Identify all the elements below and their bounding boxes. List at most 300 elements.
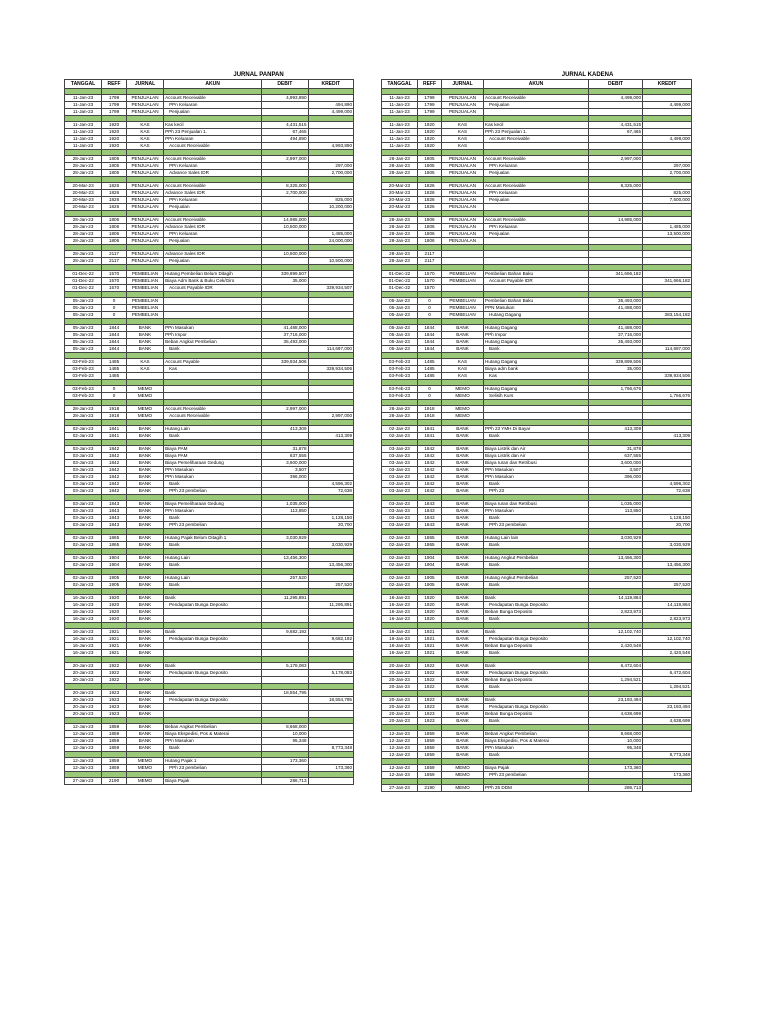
tanggal-cell[interactable]: 28-Jan-23: [382, 156, 418, 163]
kredit-cell[interactable]: 1,294,521: [643, 684, 692, 691]
reff-cell[interactable]: 1805: [102, 163, 127, 170]
jurnal-cell[interactable]: KAS: [442, 359, 484, 366]
reff-cell[interactable]: 1843: [418, 515, 442, 522]
kredit-cell[interactable]: 413,309: [308, 433, 353, 440]
akun-cell[interactable]: [164, 704, 262, 711]
akun-cell[interactable]: PPn Masukan: [164, 508, 262, 515]
kredit-cell[interactable]: 2,700,000: [643, 170, 692, 177]
jurnal-cell[interactable]: PENJUALAN: [126, 95, 163, 102]
jurnal-cell[interactable]: BANK: [442, 508, 484, 515]
jurnal-cell[interactable]: PENJUALAN: [442, 170, 484, 177]
kredit-cell[interactable]: 383,154,182: [643, 312, 692, 319]
kredit-cell[interactable]: 4,499,000: [308, 109, 353, 116]
tanggal-cell[interactable]: 20-Jan-23: [65, 677, 102, 684]
tanggal-cell[interactable]: 03-Jan-23: [65, 474, 102, 481]
jurnal-cell[interactable]: PEMBELIAN: [126, 285, 163, 292]
reff-cell[interactable]: 1921: [102, 629, 127, 636]
debit-cell[interactable]: [262, 711, 308, 718]
kredit-cell[interactable]: [643, 305, 692, 312]
tanggal-cell[interactable]: 12-Jan-23: [382, 731, 418, 738]
tanggal-cell[interactable]: 28-Jan-23: [65, 413, 102, 420]
debit-cell[interactable]: [262, 670, 308, 677]
kredit-cell[interactable]: [643, 258, 692, 265]
tanggal-cell[interactable]: 28-Jan-23: [65, 217, 102, 224]
tanggal-cell[interactable]: 02-Jan-23: [65, 542, 102, 549]
tanggal-cell[interactable]: 01-Dec-22: [65, 278, 102, 285]
tanggal-cell[interactable]: 16-Jan-23: [65, 616, 102, 623]
akun-cell[interactable]: Hutang Angkut Pembelian: [484, 575, 589, 582]
jurnal-cell[interactable]: BANK: [442, 609, 484, 616]
reff-cell[interactable]: 1859: [102, 745, 127, 752]
reff-cell[interactable]: 1859: [102, 758, 127, 765]
tanggal-cell[interactable]: 02-Jan-23: [382, 575, 418, 582]
jurnal-cell[interactable]: PENJUALAN: [442, 190, 484, 197]
debit-cell[interactable]: 396,000: [262, 474, 308, 481]
reff-cell[interactable]: 1843: [102, 515, 127, 522]
debit-cell[interactable]: 35,000: [589, 366, 643, 373]
debit-cell[interactable]: [589, 406, 643, 413]
reff-cell[interactable]: 1920: [102, 143, 127, 150]
kredit-cell[interactable]: [643, 446, 692, 453]
akun-cell[interactable]: [164, 373, 262, 380]
reff-cell[interactable]: 1806: [418, 231, 442, 238]
tanggal-cell[interactable]: 03-Jan-23: [65, 446, 102, 453]
tanggal-cell[interactable]: 20-Jan-23: [382, 711, 418, 718]
debit-cell[interactable]: [589, 670, 643, 677]
tanggal-cell[interactable]: 28-Jan-23: [65, 406, 102, 413]
jurnal-cell[interactable]: BANK: [126, 602, 163, 609]
jurnal-cell[interactable]: BANK: [442, 325, 484, 332]
debit-cell[interactable]: 4,431,515: [262, 122, 308, 129]
debit-cell[interactable]: [262, 765, 308, 772]
tanggal-cell[interactable]: 16-Jan-23: [382, 636, 418, 643]
debit-cell[interactable]: 37,716,000: [589, 332, 643, 339]
kredit-cell[interactable]: 20,700: [643, 522, 692, 529]
tanggal-cell[interactable]: 28-Jan-23: [65, 258, 102, 265]
tanggal-cell[interactable]: 03-Jan-23: [382, 488, 418, 495]
debit-cell[interactable]: 2,823,973: [589, 609, 643, 616]
akun-cell[interactable]: Bank: [484, 663, 589, 670]
akun-cell[interactable]: Bank: [164, 595, 262, 602]
akun-cell[interactable]: Bank: [164, 542, 262, 549]
kredit-cell[interactable]: 825,000: [308, 197, 353, 204]
jurnal-cell[interactable]: BANK: [442, 542, 484, 549]
tanggal-cell[interactable]: 16-Jan-23: [382, 602, 418, 609]
akun-cell[interactable]: Beban Angkut Pembelian: [484, 731, 589, 738]
kredit-cell[interactable]: [308, 156, 353, 163]
debit-cell[interactable]: 257,520: [589, 575, 643, 582]
debit-cell[interactable]: 1,035,000: [589, 501, 643, 508]
akun-cell[interactable]: Pendapatan Bunga Deposito: [164, 636, 262, 643]
jurnal-cell[interactable]: BANK: [442, 738, 484, 745]
akun-cell[interactable]: PPn Masukan: [164, 474, 262, 481]
kredit-cell[interactable]: 2,700,000: [308, 170, 353, 177]
tanggal-cell[interactable]: 16-Jan-23: [382, 629, 418, 636]
jurnal-cell[interactable]: BANK: [442, 663, 484, 670]
jurnal-cell[interactable]: BANK: [442, 711, 484, 718]
debit-cell[interactable]: [589, 542, 643, 549]
jurnal-cell[interactable]: BANK: [442, 731, 484, 738]
reff-cell[interactable]: 2117: [418, 251, 442, 258]
debit-cell[interactable]: [589, 163, 643, 170]
jurnal-cell[interactable]: BANK: [126, 731, 163, 738]
reff-cell[interactable]: 1904: [102, 555, 127, 562]
kredit-cell[interactable]: 11,295,891: [308, 602, 353, 609]
akun-cell[interactable]: Bank: [484, 697, 589, 704]
akun-cell[interactable]: PPh 23 pembelian: [164, 488, 262, 495]
akun-cell[interactable]: Pendapatan Bunga Deposito: [484, 602, 589, 609]
akun-cell[interactable]: Biaya Ekspedisi, Pos & Materai: [164, 731, 262, 738]
jurnal-cell[interactable]: BANK: [126, 663, 163, 670]
debit-cell[interactable]: [589, 413, 643, 420]
kredit-cell[interactable]: 20,700: [308, 522, 353, 529]
kredit-cell[interactable]: [643, 738, 692, 745]
debit-cell[interactable]: [262, 677, 308, 684]
tanggal-cell[interactable]: 12-Jan-23: [382, 772, 418, 779]
kredit-cell[interactable]: [308, 758, 353, 765]
tanggal-cell[interactable]: 16-Jan-23: [65, 595, 102, 602]
debit-cell[interactable]: [589, 684, 643, 691]
debit-cell[interactable]: [262, 481, 308, 488]
reff-cell[interactable]: 1844: [418, 339, 442, 346]
tanggal-cell[interactable]: 28-Jan-23: [65, 224, 102, 231]
akun-cell[interactable]: [164, 609, 262, 616]
kredit-cell[interactable]: 13,456,300: [308, 562, 353, 569]
tanggal-cell[interactable]: 05-Jan-23: [65, 332, 102, 339]
tanggal-cell[interactable]: 03-Feb-23: [65, 386, 102, 393]
reff-cell[interactable]: 1805: [102, 170, 127, 177]
reff-cell[interactable]: 1485: [418, 366, 442, 373]
reff-cell[interactable]: 1859: [102, 738, 127, 745]
debit-cell[interactable]: [589, 704, 643, 711]
tanggal-cell[interactable]: 16-Jan-23: [65, 650, 102, 657]
akun-cell[interactable]: Bank: [484, 582, 589, 589]
kredit-cell[interactable]: 3,030,929: [308, 542, 353, 549]
jurnal-cell[interactable]: PEMBELIAN: [126, 312, 163, 319]
jurnal-cell[interactable]: [126, 373, 163, 380]
reff-cell[interactable]: 0: [102, 393, 127, 400]
tanggal-cell[interactable]: 20-Jan-23: [65, 697, 102, 704]
reff-cell[interactable]: 1844: [102, 332, 127, 339]
tanggal-cell[interactable]: 03-Jan-23: [65, 453, 102, 460]
debit-cell[interactable]: 637,555: [262, 453, 308, 460]
jurnal-cell[interactable]: [442, 285, 484, 292]
debit-cell[interactable]: [262, 433, 308, 440]
tanggal-cell[interactable]: 05-Jan-23: [382, 298, 418, 305]
tanggal-cell[interactable]: 03-Jan-23: [382, 515, 418, 522]
debit-cell[interactable]: [262, 704, 308, 711]
reff-cell[interactable]: 1922: [102, 663, 127, 670]
akun-cell[interactable]: [164, 298, 262, 305]
akun-cell[interactable]: [484, 251, 589, 258]
akun-cell[interactable]: Bank: [484, 346, 589, 353]
jurnal-cell[interactable]: MEMO: [442, 406, 484, 413]
kredit-cell[interactable]: [643, 406, 692, 413]
kredit-cell[interactable]: 72,638: [643, 488, 692, 495]
reff-cell[interactable]: 1843: [418, 508, 442, 515]
reff-cell[interactable]: 1920: [418, 602, 442, 609]
akun-cell[interactable]: [484, 285, 589, 292]
jurnal-cell[interactable]: BANK: [126, 650, 163, 657]
jurnal-cell[interactable]: PENJUALAN: [126, 109, 163, 116]
jurnal-cell[interactable]: BANK: [442, 453, 484, 460]
tanggal-cell[interactable]: 16-Jan-23: [382, 595, 418, 602]
tanggal-cell[interactable]: 03-Jan-23: [65, 488, 102, 495]
jurnal-cell[interactable]: BANK: [126, 467, 163, 474]
debit-cell[interactable]: 413,309: [589, 426, 643, 433]
tanggal-cell[interactable]: 11-Jan-23: [382, 109, 418, 116]
tanggal-cell[interactable]: 16-Jan-23: [65, 636, 102, 643]
akun-cell[interactable]: Bank: [484, 481, 589, 488]
jurnal-cell[interactable]: BANK: [126, 446, 163, 453]
reff-cell[interactable]: 1485: [102, 366, 127, 373]
debit-cell[interactable]: 3,600,000: [589, 460, 643, 467]
akun-cell[interactable]: Hutang Dagang: [484, 386, 589, 393]
debit-cell[interactable]: [589, 602, 643, 609]
tanggal-cell[interactable]: 20-Jan-23: [65, 670, 102, 677]
debit-cell[interactable]: 95,348: [589, 745, 643, 752]
tanggal-cell[interactable]: 03-Feb-23: [65, 373, 102, 380]
debit-cell[interactable]: [262, 562, 308, 569]
jurnal-cell[interactable]: BANK: [442, 575, 484, 582]
kredit-cell[interactable]: [643, 359, 692, 366]
akun-cell[interactable]: Penjualan: [164, 238, 262, 245]
akun-cell[interactable]: Pendapatan Bunga Deposito: [484, 670, 589, 677]
reff-cell[interactable]: 0: [418, 305, 442, 312]
reff-cell[interactable]: 1905: [418, 575, 442, 582]
tanggal-cell[interactable]: 28-Jan-23: [65, 170, 102, 177]
reff-cell[interactable]: 2190: [102, 778, 127, 785]
tanggal-cell[interactable]: 02-Jan-23: [382, 433, 418, 440]
debit-cell[interactable]: 12,102,740: [589, 629, 643, 636]
jurnal-cell[interactable]: PENJUALAN: [442, 95, 484, 102]
jurnal-cell[interactable]: BANK: [126, 738, 163, 745]
akun-cell[interactable]: Kas: [484, 373, 589, 380]
akun-cell[interactable]: Hutang Dagang: [484, 359, 589, 366]
reff-cell[interactable]: 1859: [418, 752, 442, 759]
reff-cell[interactable]: 1844: [102, 339, 127, 346]
akun-cell[interactable]: Pendapatan Bunga Deposito: [164, 602, 262, 609]
kredit-cell[interactable]: 4,499,000: [643, 102, 692, 109]
kredit-cell[interactable]: [643, 386, 692, 393]
reff-cell[interactable]: 1842: [418, 453, 442, 460]
kredit-cell[interactable]: [643, 251, 692, 258]
reff-cell[interactable]: 1805: [102, 156, 127, 163]
reff-cell[interactable]: 1859: [418, 772, 442, 779]
reff-cell[interactable]: 1921: [418, 650, 442, 657]
akun-cell[interactable]: Pendapatan Bunga Deposito: [164, 697, 262, 704]
tanggal-cell[interactable]: 05-Jan-23: [382, 325, 418, 332]
reff-cell[interactable]: 1859: [418, 731, 442, 738]
kredit-cell[interactable]: [643, 711, 692, 718]
tanggal-cell[interactable]: 28-Jan-23: [65, 163, 102, 170]
akun-cell[interactable]: Bank: [164, 690, 262, 697]
reff-cell[interactable]: 1923: [102, 690, 127, 697]
tanggal-cell[interactable]: 03-Jan-23: [65, 467, 102, 474]
tanggal-cell[interactable]: 03-Jan-23: [382, 481, 418, 488]
debit-cell[interactable]: [262, 393, 308, 400]
reff-cell[interactable]: 0: [418, 298, 442, 305]
debit-cell[interactable]: 1,766,676: [589, 386, 643, 393]
tanggal-cell[interactable]: 27-Jan-23: [382, 785, 418, 792]
debit-cell[interactable]: [589, 433, 643, 440]
kredit-cell[interactable]: [643, 643, 692, 650]
kredit-cell[interactable]: [308, 312, 353, 319]
debit-cell[interactable]: [262, 312, 308, 319]
debit-cell[interactable]: [589, 582, 643, 589]
jurnal-cell[interactable]: PENJUALAN: [126, 224, 163, 231]
jurnal-cell[interactable]: BANK: [442, 339, 484, 346]
akun-cell[interactable]: PPn Keluaran: [484, 224, 589, 231]
reff-cell[interactable]: 1920: [418, 609, 442, 616]
jurnal-cell[interactable]: MEMO: [442, 765, 484, 772]
debit-cell[interactable]: 113,850: [262, 508, 308, 515]
kredit-cell[interactable]: [308, 738, 353, 745]
akun-cell[interactable]: PPh 25 DDM: [484, 785, 589, 792]
kredit-cell[interactable]: [308, 217, 353, 224]
kredit-cell[interactable]: [308, 555, 353, 562]
kredit-cell[interactable]: [308, 393, 353, 400]
debit-cell[interactable]: [589, 312, 643, 319]
jurnal-cell[interactable]: BANK: [126, 508, 163, 515]
kredit-cell[interactable]: [643, 609, 692, 616]
reff-cell[interactable]: 0: [102, 386, 127, 393]
debit-cell[interactable]: [589, 102, 643, 109]
reff-cell[interactable]: 1904: [102, 562, 127, 569]
jurnal-cell[interactable]: BANK: [442, 616, 484, 623]
tanggal-cell[interactable]: 11-Jan-23: [65, 129, 102, 136]
debit-cell[interactable]: [262, 109, 308, 116]
reff-cell[interactable]: 0: [102, 298, 127, 305]
reff-cell[interactable]: 1843: [418, 522, 442, 529]
kredit-cell[interactable]: [308, 704, 353, 711]
akun-cell[interactable]: PPn Masukan: [164, 738, 262, 745]
jurnal-cell[interactable]: BANK: [126, 643, 163, 650]
akun-cell[interactable]: Advance Sales IDR: [164, 224, 262, 231]
reff-cell[interactable]: 1918: [418, 406, 442, 413]
jurnal-cell[interactable]: BANK: [126, 481, 163, 488]
tanggal-cell[interactable]: 20-Mar-23: [65, 204, 102, 211]
akun-cell[interactable]: [164, 393, 262, 400]
tanggal-cell[interactable]: 28-Jan-23: [382, 406, 418, 413]
akun-cell[interactable]: Bank: [484, 542, 589, 549]
akun-cell[interactable]: Biaya Ekspedisi, Pos & Materai: [484, 738, 589, 745]
tanggal-cell[interactable]: 16-Jan-23: [65, 609, 102, 616]
debit-cell[interactable]: [262, 346, 308, 353]
jurnal-cell[interactable]: BANK: [442, 474, 484, 481]
kredit-cell[interactable]: [643, 460, 692, 467]
tanggal-cell[interactable]: 03-Jan-23: [65, 508, 102, 515]
kredit-cell[interactable]: [308, 122, 353, 129]
kredit-cell[interactable]: 2,420,548: [643, 650, 692, 657]
reff-cell[interactable]: 1806: [418, 224, 442, 231]
tanggal-cell[interactable]: 02-Jan-23: [65, 535, 102, 542]
debit-cell[interactable]: [262, 488, 308, 495]
tanggal-cell[interactable]: 02-Jan-23: [65, 562, 102, 569]
debit-cell[interactable]: [589, 481, 643, 488]
akun-cell[interactable]: Account Receivable: [164, 406, 262, 413]
reff-cell[interactable]: 1921: [102, 636, 127, 643]
tanggal-cell[interactable]: 02-Jan-23: [382, 426, 418, 433]
akun-cell[interactable]: PPn Masukan: [484, 474, 589, 481]
jurnal-cell[interactable]: BANK: [126, 677, 163, 684]
kredit-cell[interactable]: [308, 271, 353, 278]
reff-cell[interactable]: 1570: [418, 285, 442, 292]
tanggal-cell[interactable]: 02-Jan-23: [382, 542, 418, 549]
reff-cell[interactable]: 1799: [418, 95, 442, 102]
reff-cell[interactable]: 1921: [102, 650, 127, 657]
akun-cell[interactable]: Account Receivable: [164, 156, 262, 163]
tanggal-cell[interactable]: 11-Jan-23: [382, 122, 418, 129]
jurnal-cell[interactable]: KAS: [442, 136, 484, 143]
jurnal-cell[interactable]: MEMO: [126, 393, 163, 400]
tanggal-cell[interactable]: 11-Jan-23: [382, 95, 418, 102]
tanggal-cell[interactable]: 03-Jan-23: [382, 522, 418, 529]
kredit-cell[interactable]: 4,596,302: [643, 481, 692, 488]
tanggal-cell[interactable]: 16-Jan-23: [382, 609, 418, 616]
akun-cell[interactable]: Pendapatan Bunga Deposito: [484, 704, 589, 711]
tanggal-cell[interactable]: 05-Jan-23: [65, 339, 102, 346]
reff-cell[interactable]: 1918: [418, 413, 442, 420]
tanggal-cell[interactable]: 03-Jan-23: [65, 501, 102, 508]
tanggal-cell[interactable]: 28-Jan-23: [65, 251, 102, 258]
kredit-cell[interactable]: 4,993,890: [308, 143, 353, 150]
reff-cell[interactable]: 1923: [418, 704, 442, 711]
debit-cell[interactable]: [262, 697, 308, 704]
akun-cell[interactable]: Beban Angkut Pembelian: [164, 339, 262, 346]
jurnal-cell[interactable]: BANK: [442, 433, 484, 440]
kredit-cell[interactable]: 1,485,000: [308, 231, 353, 238]
reff-cell[interactable]: 1826: [418, 190, 442, 197]
debit-cell[interactable]: 1,035,000: [262, 501, 308, 508]
debit-cell[interactable]: 67,465: [262, 129, 308, 136]
tanggal-cell[interactable]: 20-Jan-23: [382, 704, 418, 711]
akun-cell[interactable]: PPn Keluaran: [164, 163, 262, 170]
jurnal-cell[interactable]: BANK: [126, 522, 163, 529]
akun-cell[interactable]: Pembelian Bahan Baku: [484, 298, 589, 305]
debit-cell[interactable]: 37,716,000: [262, 332, 308, 339]
jurnal-cell[interactable]: BANK: [442, 481, 484, 488]
jurnal-cell[interactable]: KAS: [126, 136, 163, 143]
tanggal-cell[interactable]: 03-Feb-23: [65, 359, 102, 366]
akun-cell[interactable]: Account Receivable: [164, 413, 262, 420]
tanggal-cell[interactable]: 20-Mar-23: [65, 183, 102, 190]
kredit-cell[interactable]: [643, 453, 692, 460]
debit-cell[interactable]: [589, 373, 643, 380]
tanggal-cell[interactable]: 12-Jan-23: [65, 758, 102, 765]
jurnal-cell[interactable]: BANK: [126, 704, 163, 711]
kredit-cell[interactable]: 6,472,604: [643, 670, 692, 677]
jurnal-cell[interactable]: [442, 258, 484, 265]
reff-cell[interactable]: 1918: [102, 406, 127, 413]
jurnal-cell[interactable]: KAS: [442, 122, 484, 129]
jurnal-cell[interactable]: BANK: [126, 453, 163, 460]
kredit-cell[interactable]: 1,766,676: [643, 393, 692, 400]
debit-cell[interactable]: 2,700,000: [262, 190, 308, 197]
akun-cell[interactable]: Account Receivable: [484, 183, 589, 190]
tanggal-cell[interactable]: 20-Jan-23: [382, 663, 418, 670]
jurnal-cell[interactable]: PENJUALAN: [126, 156, 163, 163]
kredit-cell[interactable]: [643, 238, 692, 245]
debit-cell[interactable]: [589, 488, 643, 495]
jurnal-cell[interactable]: MEMO: [126, 413, 163, 420]
akun-cell[interactable]: Bank: [484, 433, 589, 440]
debit-cell[interactable]: [262, 285, 308, 292]
akun-cell[interactable]: Bank: [484, 595, 589, 602]
kredit-cell[interactable]: [643, 731, 692, 738]
jurnal-cell[interactable]: BANK: [442, 488, 484, 495]
akun-cell[interactable]: [484, 406, 589, 413]
